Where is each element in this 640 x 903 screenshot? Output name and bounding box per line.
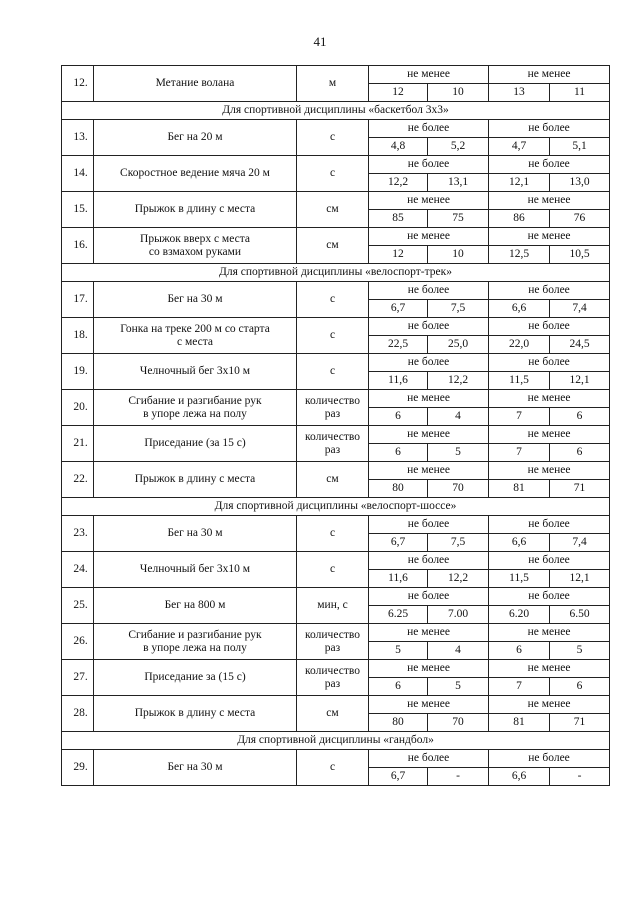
- unit: [297, 660, 369, 696]
- criterion-girls: не менее: [489, 624, 610, 642]
- value-cell: 75: [428, 210, 489, 228]
- test-name: [94, 120, 297, 156]
- value-cell: 6: [369, 444, 428, 462]
- unit-line: с: [329, 293, 336, 305]
- test-name: [94, 588, 297, 624]
- table-row: [62, 390, 610, 408]
- unit-line: раз: [324, 443, 341, 456]
- criterion-girls: не более: [489, 552, 610, 570]
- unit-line: см: [326, 707, 339, 719]
- table-row: [62, 156, 610, 174]
- value-cell: 7,5: [428, 534, 489, 552]
- value-cell: 10: [428, 84, 489, 102]
- unit-line: количество: [305, 430, 360, 443]
- row-number: 26.: [62, 624, 94, 660]
- test-name: [94, 282, 297, 318]
- test-name: [94, 660, 297, 696]
- unit: [297, 282, 369, 318]
- table-row: [62, 318, 610, 336]
- row-number: 28.: [62, 696, 94, 732]
- criterion-boys: не менее: [369, 390, 489, 408]
- value-cell: 6: [369, 678, 428, 696]
- criterion-girls: не менее: [489, 426, 610, 444]
- test-name: [94, 426, 297, 462]
- criterion-boys: не более: [369, 120, 489, 138]
- unit: [297, 390, 369, 426]
- table-row: [62, 228, 610, 246]
- test-name-line: Прыжок в длину с места: [134, 203, 256, 215]
- section-title: Для спортивной дисциплины «баскетбол 3х3»: [62, 102, 610, 120]
- value-cell: -: [428, 768, 489, 786]
- test-name: [94, 624, 297, 660]
- test-name-line: Прыжок в длину с места: [134, 707, 256, 719]
- criterion-girls: не более: [489, 750, 610, 768]
- value-cell: 4: [428, 642, 489, 660]
- value-cell: 13,1: [428, 174, 489, 192]
- value-cell: 7,4: [550, 300, 610, 318]
- test-name-line: Бег на 800 м: [164, 599, 226, 611]
- value-cell: 6,7: [369, 300, 428, 318]
- criterion-girls: не менее: [489, 66, 610, 84]
- value-cell: 12: [369, 84, 428, 102]
- value-cell: 6,6: [489, 534, 550, 552]
- value-cell: 22,5: [369, 336, 428, 354]
- value-cell: 7.00: [428, 606, 489, 624]
- value-cell: 6.25: [369, 606, 428, 624]
- test-name: [94, 318, 297, 354]
- unit-line: количество: [305, 664, 360, 677]
- unit: [297, 552, 369, 588]
- value-cell: 4,7: [489, 138, 550, 156]
- criterion-boys: не более: [369, 354, 489, 372]
- criterion-boys: не более: [369, 282, 489, 300]
- value-cell: 12,1: [489, 174, 550, 192]
- value-cell: 6: [489, 642, 550, 660]
- test-name-line: Бег на 20 м: [167, 131, 223, 143]
- value-cell: 12,5: [489, 246, 550, 264]
- value-cell: 12: [369, 246, 428, 264]
- value-cell: 7,5: [428, 300, 489, 318]
- test-name: [94, 750, 297, 786]
- criterion-boys: не более: [369, 588, 489, 606]
- criterion-boys: не более: [369, 318, 489, 336]
- value-cell: 6,7: [369, 768, 428, 786]
- criterion-boys: не более: [369, 750, 489, 768]
- value-cell: 5,2: [428, 138, 489, 156]
- value-cell: 6,7: [369, 534, 428, 552]
- value-cell: 22,0: [489, 336, 550, 354]
- unit: [297, 750, 369, 786]
- row-number: 14.: [62, 156, 94, 192]
- unit-line: см: [326, 473, 339, 485]
- value-cell: 6.20: [489, 606, 550, 624]
- test-name-line: Челночный бег 3х10 м: [139, 563, 251, 575]
- unit: [297, 426, 369, 462]
- value-cell: 5,1: [550, 138, 610, 156]
- table-row: [62, 354, 610, 372]
- test-name-line: Скоростное ведение мяча 20 м: [120, 167, 270, 179]
- criterion-boys: не менее: [369, 192, 489, 210]
- unit: [297, 228, 369, 264]
- table-row: [62, 192, 610, 210]
- test-name: [94, 696, 297, 732]
- value-cell: 71: [550, 480, 610, 498]
- criterion-boys: не менее: [369, 624, 489, 642]
- value-cell: 71: [550, 714, 610, 732]
- value-cell: 81: [489, 480, 550, 498]
- value-cell: 25,0: [428, 336, 489, 354]
- value-cell: 11: [550, 84, 610, 102]
- unit-line: раз: [324, 407, 341, 420]
- test-name-line: Прыжок в длину с места: [134, 473, 256, 485]
- section-title: Для спортивной дисциплины «велоспорт-трек»: [62, 264, 610, 282]
- criterion-boys: не более: [369, 552, 489, 570]
- value-cell: 11,6: [369, 372, 428, 390]
- test-name-line: Метание волана: [155, 77, 235, 89]
- row-number: 23.: [62, 516, 94, 552]
- criterion-girls: не более: [489, 282, 610, 300]
- table-row: [62, 750, 610, 768]
- row-number: 13.: [62, 120, 94, 156]
- table-row: [62, 462, 610, 480]
- value-cell: -: [550, 768, 610, 786]
- test-name-line: Челночный бег 3х10 м: [139, 365, 251, 377]
- table-row: [62, 426, 610, 444]
- unit-line: количество: [305, 394, 360, 407]
- test-name-line: в упоре лежа на полу: [143, 407, 247, 420]
- row-number: 16.: [62, 228, 94, 264]
- test-name: [94, 66, 297, 102]
- unit: [297, 318, 369, 354]
- criterion-girls: не более: [489, 318, 610, 336]
- row-number: 25.: [62, 588, 94, 624]
- value-cell: 70: [428, 480, 489, 498]
- value-cell: 5: [550, 642, 610, 660]
- row-number: 12.: [62, 66, 94, 102]
- unit: [297, 192, 369, 228]
- test-name-line: Приседание за (15 с): [144, 671, 246, 683]
- unit-line: с: [329, 329, 336, 341]
- test-name: [94, 354, 297, 390]
- unit-line: количество: [305, 628, 360, 641]
- standards-table: [61, 65, 610, 786]
- unit-line: см: [326, 239, 339, 251]
- value-cell: 6: [369, 408, 428, 426]
- value-cell: 80: [369, 714, 428, 732]
- value-cell: 12,2: [428, 570, 489, 588]
- test-name-line: Сгибание и разгибание рук: [128, 394, 262, 407]
- value-cell: 12,2: [428, 372, 489, 390]
- value-cell: 76: [550, 210, 610, 228]
- unit-line: с: [329, 761, 336, 773]
- criterion-boys: не менее: [369, 66, 489, 84]
- test-name-line: Бег на 30 м: [167, 293, 223, 305]
- unit: [297, 120, 369, 156]
- section-row: [62, 732, 610, 750]
- row-number: 15.: [62, 192, 94, 228]
- value-cell: 5: [428, 444, 489, 462]
- value-cell: 12,1: [550, 372, 610, 390]
- section-row: [62, 498, 610, 516]
- unit-line: мин, с: [317, 599, 348, 611]
- value-cell: 12,2: [369, 174, 428, 192]
- value-cell: 11,6: [369, 570, 428, 588]
- value-cell: 11,5: [489, 372, 550, 390]
- section-title: Для спортивной дисциплины «велоспорт-шоссе»: [62, 498, 610, 516]
- row-number: 18.: [62, 318, 94, 354]
- value-cell: 6,6: [489, 768, 550, 786]
- test-name: [94, 390, 297, 426]
- table-row: [62, 624, 610, 642]
- value-cell: 24,5: [550, 336, 610, 354]
- unit-line: с: [329, 167, 336, 179]
- unit-line: раз: [324, 641, 341, 654]
- value-cell: 7,4: [550, 534, 610, 552]
- row-number: 22.: [62, 462, 94, 498]
- test-name: [94, 156, 297, 192]
- row-number: 21.: [62, 426, 94, 462]
- unit-line: см: [326, 203, 339, 215]
- value-cell: 11,5: [489, 570, 550, 588]
- row-number: 29.: [62, 750, 94, 786]
- row-number: 17.: [62, 282, 94, 318]
- value-cell: 7: [489, 408, 550, 426]
- value-cell: 5: [369, 642, 428, 660]
- value-cell: 6.50: [550, 606, 610, 624]
- value-cell: 7: [489, 678, 550, 696]
- value-cell: 6,6: [489, 300, 550, 318]
- criterion-girls: не более: [489, 156, 610, 174]
- value-cell: 10,5: [550, 246, 610, 264]
- unit: [297, 66, 369, 102]
- criterion-girls: не менее: [489, 228, 610, 246]
- table-row: [62, 696, 610, 714]
- value-cell: 7: [489, 444, 550, 462]
- test-name-line: Бег на 30 м: [167, 761, 223, 773]
- unit-line: с: [329, 365, 336, 377]
- section-title: Для спортивной дисциплины «гандбол»: [62, 732, 610, 750]
- criterion-girls: не менее: [489, 390, 610, 408]
- value-cell: 13,0: [550, 174, 610, 192]
- table-row: [62, 588, 610, 606]
- test-name: [94, 462, 297, 498]
- value-cell: 13: [489, 84, 550, 102]
- unit-line: с: [329, 563, 336, 575]
- unit: [297, 354, 369, 390]
- table-row: [62, 282, 610, 300]
- value-cell: 85: [369, 210, 428, 228]
- value-cell: 6: [550, 408, 610, 426]
- test-name-line: Приседание (за 15 с): [144, 437, 246, 449]
- test-name-line: Сгибание и разгибание рук: [128, 628, 262, 641]
- table-row: [62, 516, 610, 534]
- unit: [297, 156, 369, 192]
- value-cell: 10: [428, 246, 489, 264]
- unit: [297, 588, 369, 624]
- unit: [297, 696, 369, 732]
- test-name: [94, 516, 297, 552]
- table-row: [62, 552, 610, 570]
- criterion-boys: не менее: [369, 660, 489, 678]
- criterion-boys: не менее: [369, 462, 489, 480]
- row-number: 27.: [62, 660, 94, 696]
- unit: [297, 462, 369, 498]
- value-cell: 6: [550, 444, 610, 462]
- test-name-line: Гонка на треке 200 м со старта: [120, 322, 270, 335]
- criterion-girls: не более: [489, 354, 610, 372]
- value-cell: 80: [369, 480, 428, 498]
- test-name-line: с места: [176, 335, 214, 348]
- criterion-boys: не более: [369, 516, 489, 534]
- table-row: [62, 66, 610, 84]
- criterion-girls: не более: [489, 516, 610, 534]
- criterion-girls: не более: [489, 120, 610, 138]
- unit-line: с: [329, 527, 336, 539]
- test-name: [94, 228, 297, 264]
- value-cell: 6: [550, 678, 610, 696]
- criterion-boys: не более: [369, 156, 489, 174]
- criterion-girls: не менее: [489, 192, 610, 210]
- test-name: [94, 192, 297, 228]
- value-cell: 4,8: [369, 138, 428, 156]
- value-cell: 81: [489, 714, 550, 732]
- test-name-line: в упоре лежа на полу: [143, 641, 247, 654]
- section-row: [62, 264, 610, 282]
- row-number: 19.: [62, 354, 94, 390]
- unit: [297, 516, 369, 552]
- test-name-line: Прыжок вверх с места: [140, 232, 250, 245]
- table-row: [62, 120, 610, 138]
- criterion-girls: не менее: [489, 696, 610, 714]
- value-cell: 4: [428, 408, 489, 426]
- unit: [297, 624, 369, 660]
- criterion-girls: не менее: [489, 660, 610, 678]
- page-number: 41: [313, 34, 327, 49]
- value-cell: 5: [428, 678, 489, 696]
- unit-line: с: [329, 131, 336, 143]
- criterion-girls: не менее: [489, 462, 610, 480]
- value-cell: 70: [428, 714, 489, 732]
- row-number: 24.: [62, 552, 94, 588]
- criterion-boys: не менее: [369, 696, 489, 714]
- criterion-girls: не более: [489, 588, 610, 606]
- test-name: [94, 552, 297, 588]
- criterion-boys: не менее: [369, 228, 489, 246]
- section-row: [62, 102, 610, 120]
- unit-line: м: [328, 77, 337, 89]
- value-cell: 86: [489, 210, 550, 228]
- criterion-boys: не менее: [369, 426, 489, 444]
- test-name-line: Бег на 30 м: [167, 527, 223, 539]
- row-number: 20.: [62, 390, 94, 426]
- value-cell: 12,1: [550, 570, 610, 588]
- test-name-line: со взмахом руками: [148, 245, 242, 258]
- unit-line: раз: [324, 677, 341, 690]
- table-row: [62, 660, 610, 678]
